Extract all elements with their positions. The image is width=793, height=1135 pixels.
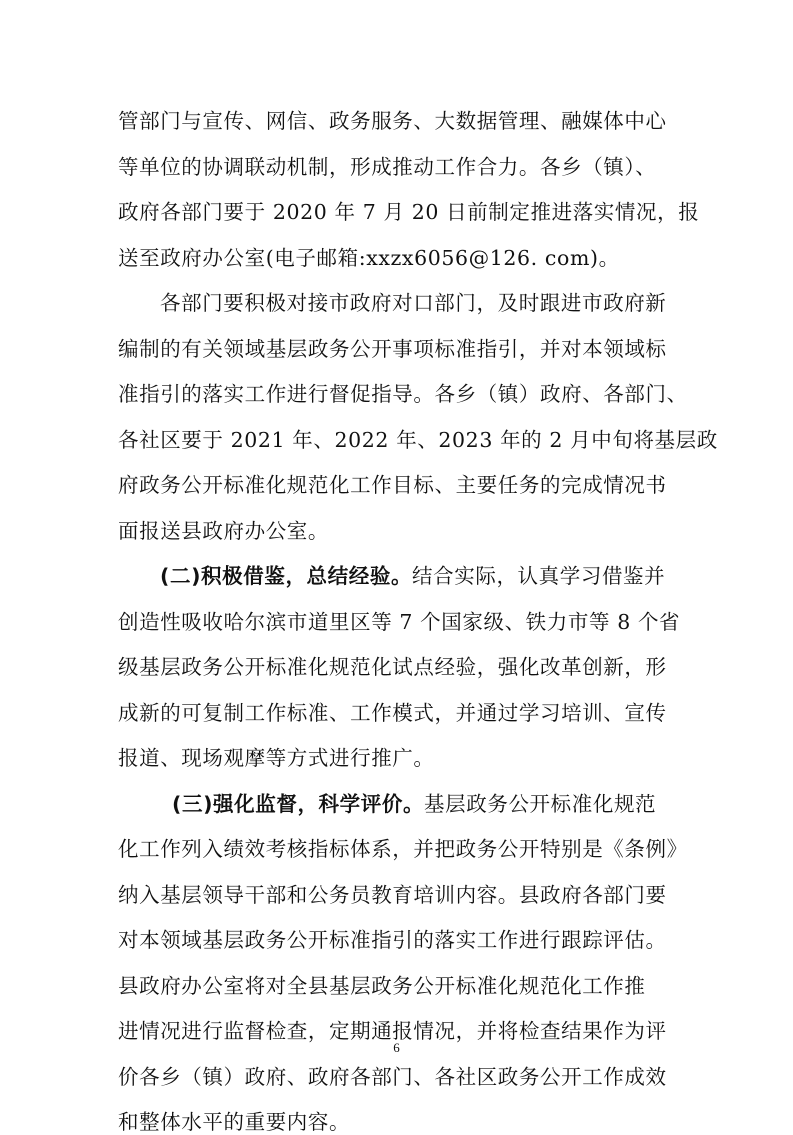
section-2-first-line <box>160 563 793 589</box>
section-3-first-line-text: 基层政务公开标准化规范 <box>424 791 657 816</box>
section-2-line-2: 创造性吸收哈尔滨市道里区等 7 个国家级、铁力市等 8 个省 <box>118 609 681 634</box>
section-3-first-line <box>172 791 793 817</box>
section-3-line-7: 价各乡（镇）政府、政府各部门、各社区政务公开工作成效 <box>118 1064 667 1089</box>
section-3-line-8: 和整体水平的重要内容。 <box>118 1110 351 1134</box>
page-number: 6 <box>393 1040 400 1055</box>
section-2-line-3: 级基层政务公开标准化规范化试点经验，强化改革创新，形 <box>118 655 667 679</box>
paragraph-2-line-4: 各社区要于 2021 年、2022 年、2023 年的 2 月中旬将基层政 <box>118 427 718 452</box>
paragraph-1-line-4: 送至政府办公室(电子邮箱:xxzx6056@126. com)。 <box>118 245 620 270</box>
section-2-line-4: 成新的可复制工作标准、工作模式，并通过学习培训、宣传 <box>118 700 667 725</box>
paragraph-1-line-2: 等单位的协调联动机制，形成推动工作合力。各乡（镇）、 <box>118 154 657 179</box>
paragraph-2-line-6: 面报送县政府办公室。 <box>118 518 329 543</box>
section-2-heading: (二)积极借鉴，总结经验。 <box>160 564 413 588</box>
section-3-line-2: 化工作列入绩效考核指标体系，并把政务公开特别是《条例》 <box>118 837 688 861</box>
paragraph-1-line-3: 政府各部门要于 2020 年 7 月 20 日前制定推进落实情况，报 <box>118 200 700 224</box>
section-2-line-5: 报道、现场观摩等方式进行推广。 <box>118 746 435 770</box>
paragraph-2-line-5: 府政务公开标准化规范化工作目标、主要任务的完成情况书 <box>118 473 667 497</box>
section-3-line-3: 纳入基层领导干部和公务员教育培训内容。县政府各部门要 <box>118 882 667 907</box>
paragraph-1-line-1: 管部门与宣传、网信、政务服务、大数据管理、融媒体中心 <box>118 109 667 133</box>
paragraph-2-line-3: 准指引的落实工作进行督促指导。各乡（镇）政府、各部门、 <box>118 382 688 406</box>
section-3-line-4: 对本领域基层政务公开标准指引的落实工作进行跟踪评估。 <box>118 928 667 952</box>
section-3-line-5: 县政府办公室将对全县基层政务公开标准化规范化工作推 <box>118 973 646 998</box>
section-2-first-line-text: 结合实际，认真学习借鉴并 <box>412 564 666 588</box>
section-3-heading: (三)强化监督，科学评价。 <box>172 791 425 816</box>
paragraph-2-line-2: 编制的有关领域基层政务公开事项标准指引，并对本领域标 <box>118 336 667 361</box>
paragraph-2-line-1: 各部门要积极对接市政府对口部门，及时跟进市政府新 <box>160 291 667 315</box>
section-3-line-6: 进情况进行监督检查，定期通报情况，并将检查结果作为评 <box>118 1019 667 1043</box>
